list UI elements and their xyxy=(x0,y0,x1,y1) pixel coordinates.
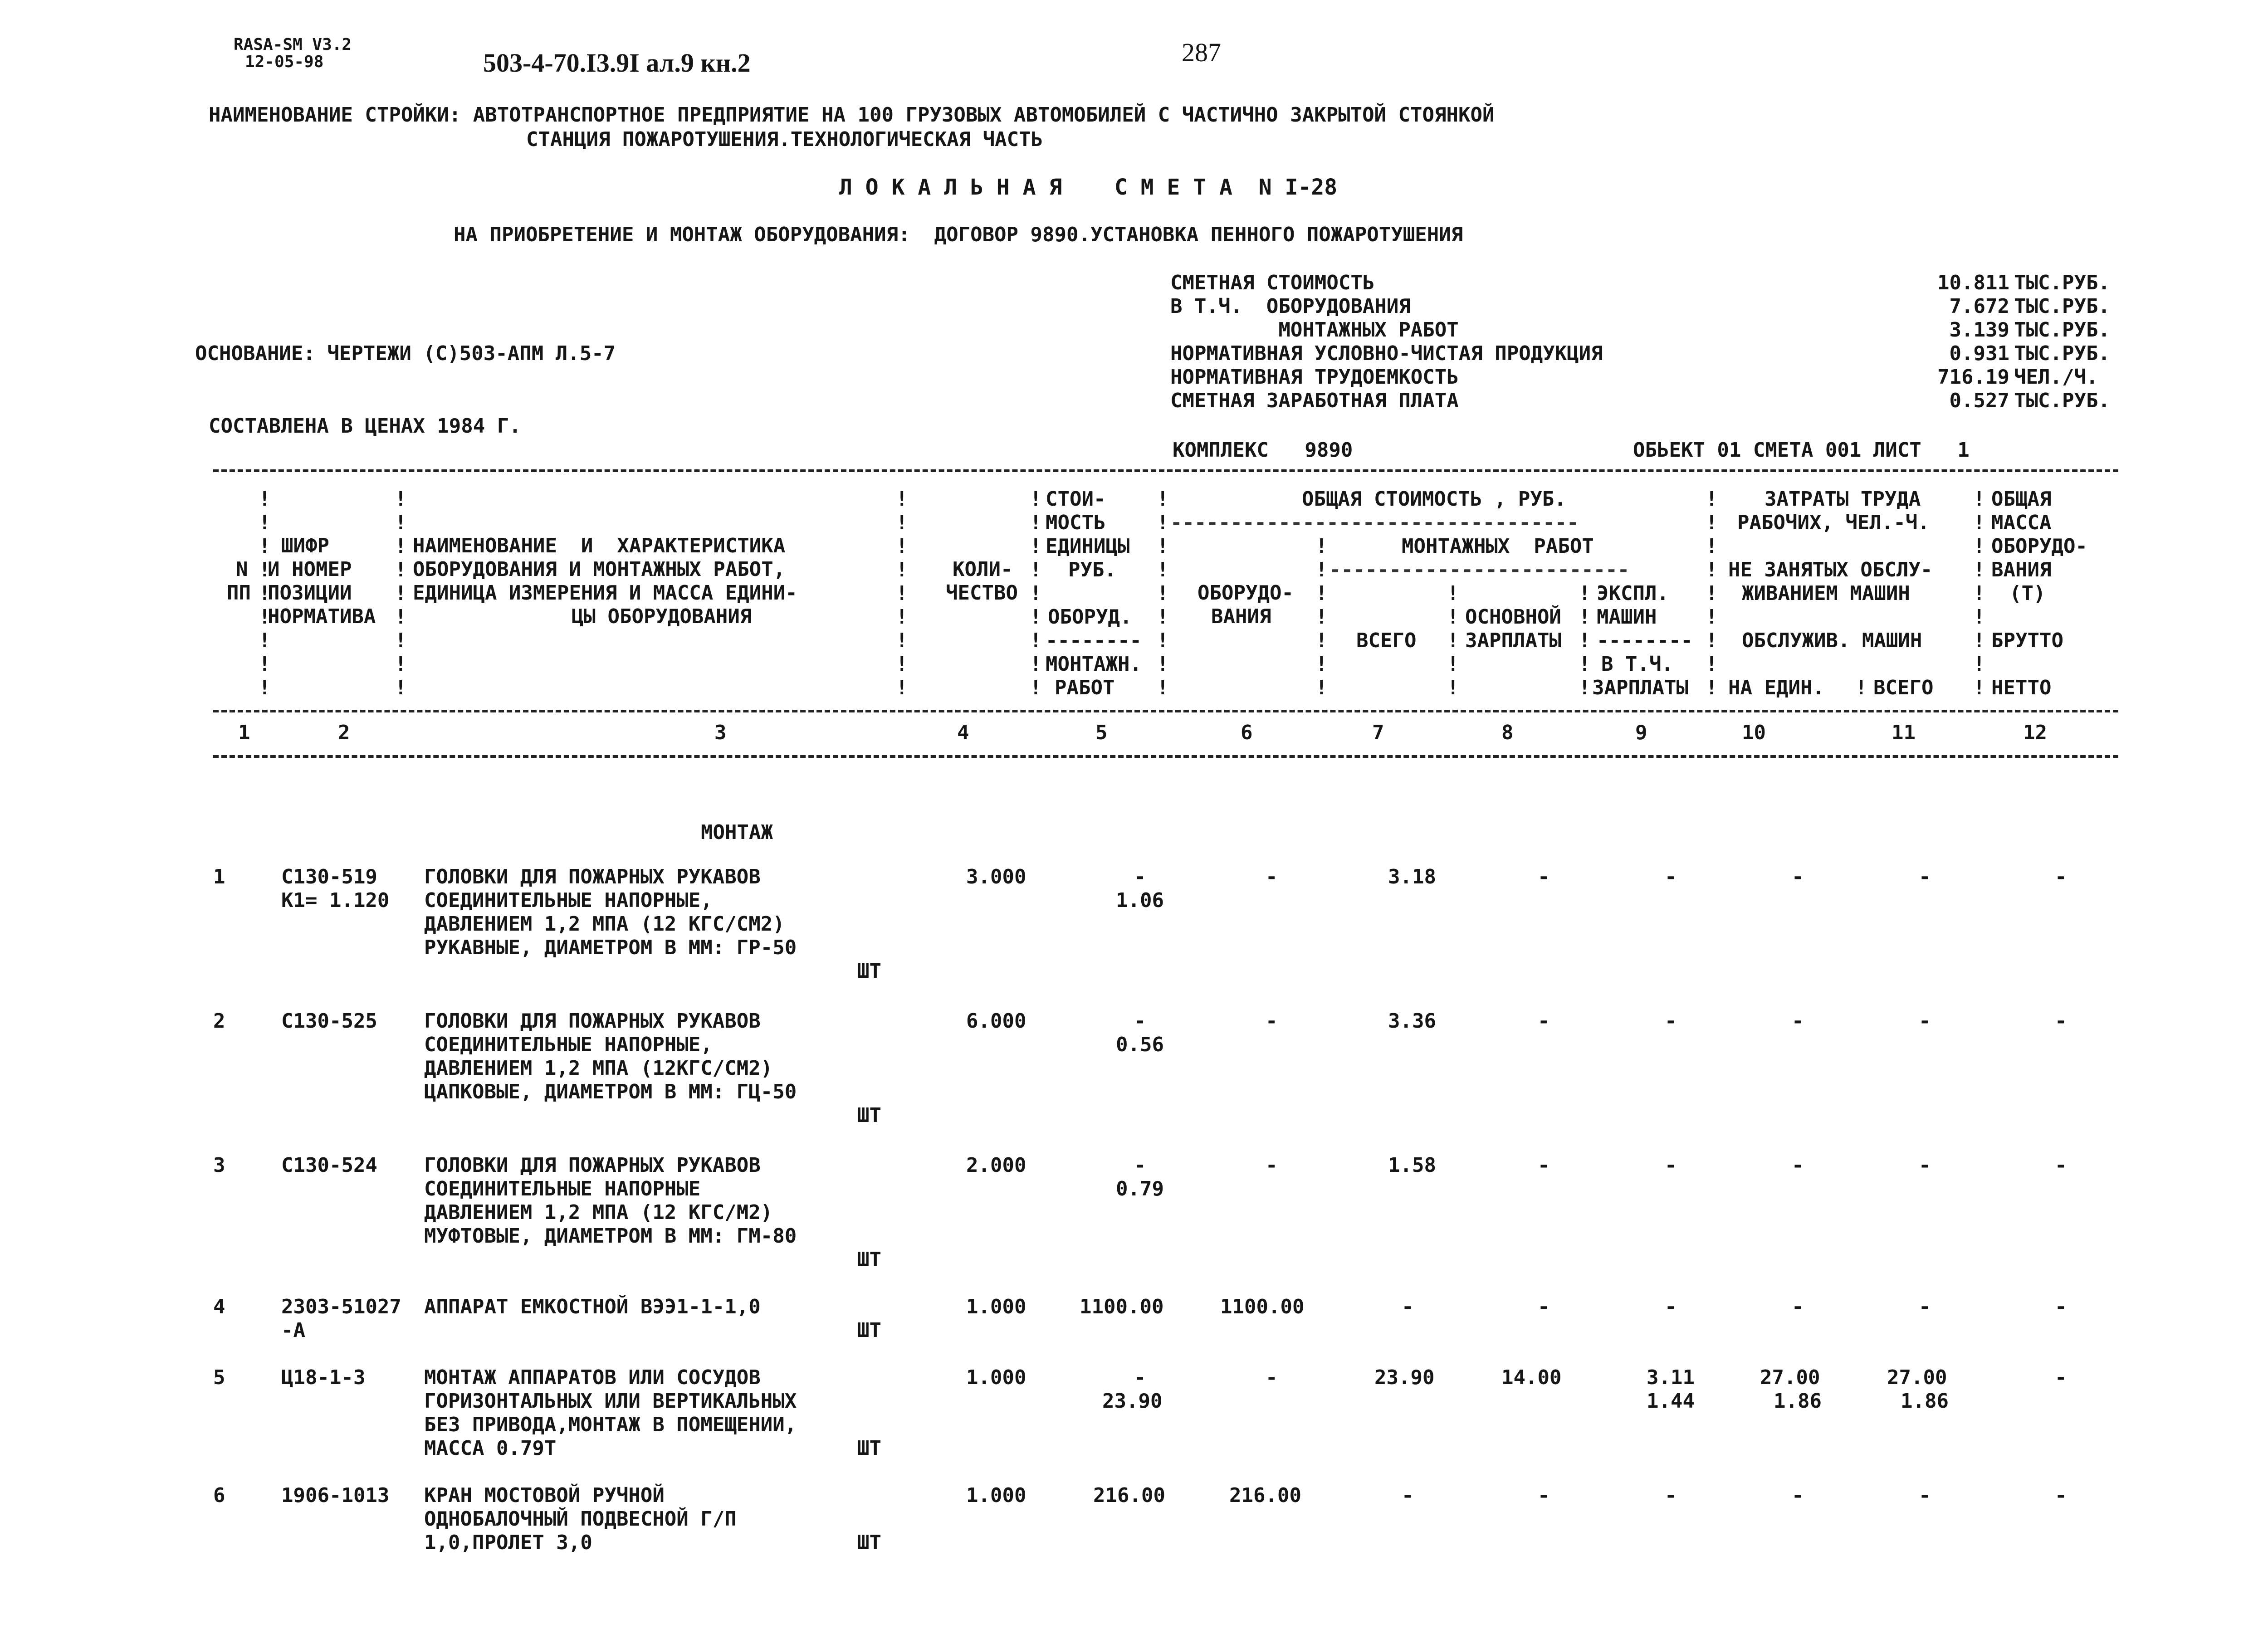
column-number: 11 xyxy=(1892,721,1916,744)
row-unit: ШТ xyxy=(857,1104,881,1127)
header-dashes: ------------------------- xyxy=(1329,558,1630,581)
row-number: 4 xyxy=(213,1295,225,1318)
row-labor-unit: - xyxy=(1792,1010,1804,1033)
row-unit-cost-mount: 0.56 xyxy=(1116,1033,1164,1056)
row-total-mount: 3.36 xyxy=(1388,1010,1436,1033)
basis-line: ОСНОВАНИЕ: ЧЕРТЕЖИ (С)503-АПМ Л.5-7 xyxy=(195,342,616,365)
col2-header-line: ШИФР xyxy=(281,534,329,557)
col12-header-line: ОБЩАЯ xyxy=(1991,488,2052,511)
row-unit-cost-equipment: - xyxy=(1134,1010,1146,1033)
row-mass: - xyxy=(2055,1295,2067,1318)
col1-header-line: N xyxy=(236,558,248,581)
row-total-mount: 23.90 xyxy=(1374,1366,1435,1389)
col9-header-line: ЭКСПЛ. xyxy=(1597,582,1669,605)
summary-label: НОРМАТИВНАЯ ТРУДОЕМКОСТЬ xyxy=(1170,366,1459,389)
column-separator: ! ! ! ! ! xyxy=(1447,582,1459,699)
row-labor-total: - xyxy=(1919,1010,1931,1033)
column-separator: ! ! ! ! ! ! ! ! ! xyxy=(259,488,271,699)
row-total-equipment: - xyxy=(1266,865,1278,888)
row-name-line: ГОЛОВКИ ДЛЯ ПОЖАРНЫХ РУКАВОВ xyxy=(424,865,761,888)
column-separator: ! ! ! ! ! ! ! ! ! xyxy=(1157,488,1169,699)
table-row xyxy=(213,1154,2118,1276)
row-labor-unit: - xyxy=(1792,1484,1804,1507)
summary-value: 0.527 xyxy=(1949,389,2009,412)
row-labor-total: 27.00 xyxy=(1887,1366,1947,1389)
column-numbers-row xyxy=(213,721,2118,748)
row-quantity: 1.000 xyxy=(966,1484,1026,1507)
row-quantity: 3.000 xyxy=(966,865,1026,888)
column-separator: ! ! ! ! ! ! ! ! ! xyxy=(395,488,407,699)
col5-header-line: -------- xyxy=(1046,629,1142,652)
column-number: 2 xyxy=(338,721,350,744)
column-separator: ! ! ! ! ! ! ! xyxy=(1315,535,1328,699)
row-unit-cost-equipment: - xyxy=(1134,1366,1146,1389)
row-labor-unit: 27.00 xyxy=(1760,1366,1820,1389)
row-name-line: МАССА 0.79Т xyxy=(424,1437,557,1460)
col12-header-line: МАССА xyxy=(1991,511,2052,534)
row-number: 1 xyxy=(213,865,225,888)
labor-sub-header: ЖИВАНИЕМ МАШИН xyxy=(1742,582,1910,605)
table-row xyxy=(213,1484,2118,1566)
col5-header-line: ЕДИНИЦЫ xyxy=(1046,535,1130,558)
row-name-line: ОДНОБАЛОЧНЫЙ ПОДВЕСНОЙ Г/П xyxy=(424,1507,737,1531)
row-total-mount: 1.58 xyxy=(1388,1154,1436,1177)
complex-label: КОМПЛЕКС 9890 xyxy=(1173,439,1353,462)
col9-header-line: В Т.Ч. xyxy=(1601,653,1673,676)
row-labor-total: - xyxy=(1919,865,1931,888)
row-unit-cost-mount: 1.06 xyxy=(1116,889,1164,912)
summary-label: НОРМАТИВНАЯ УСЛОВНО-ЧИСТАЯ ПРОДУКЦИЯ xyxy=(1170,342,1603,365)
row-total-equipment: - xyxy=(1266,1154,1278,1177)
col2-header-line: И НОМЕР xyxy=(268,558,352,581)
row-total-equipment: - xyxy=(1266,1010,1278,1033)
col5-header-line: МОНТАЖН. xyxy=(1046,653,1142,676)
column-separator: ! ! ! ! ! ! ! ! ! xyxy=(1030,488,1042,699)
row-mass: - xyxy=(2055,1484,2067,1507)
row-name-line: СОЕДИНИТЕЛЬНЫЕ НАПОРНЫЕ xyxy=(424,1177,701,1200)
column-separator: ! ! ! ! ! ! ! ! ! xyxy=(1706,488,1718,699)
column-separator: ! ! ! ! ! ! ! ! ! xyxy=(1973,488,1985,699)
col6-header-line: ВАНИЯ xyxy=(1211,605,1271,628)
summary-unit: ЧЕЛ./Ч. xyxy=(2014,366,2098,389)
row-code: С130-524 xyxy=(281,1154,377,1177)
row-total-equipment: - xyxy=(1266,1366,1278,1389)
summary-value: 716.19 xyxy=(1937,366,2009,389)
row-name-line: ГОРИЗОНТАЛЬНЫХ ИЛИ ВЕРТИКАЛЬНЫХ xyxy=(424,1390,797,1413)
column-number: 1 xyxy=(238,721,250,744)
col12-header-line: ОБОРУДО- xyxy=(1991,535,2087,558)
system-tag-line1: RASA-SM V3.2 xyxy=(234,35,352,54)
row-basic-salary: - xyxy=(1538,1295,1550,1318)
object-label: ОБЬЕКТ 01 СМЕТА 001 ЛИСТ 1 xyxy=(1633,439,1970,462)
col11-header: ВСЕГО xyxy=(1873,676,1934,699)
row-machine-ops: 3.11 xyxy=(1647,1366,1695,1389)
summary-label: СМЕТНАЯ СТОИМОСТЬ xyxy=(1170,271,1375,294)
summary-unit: ТЫС.РУБ. xyxy=(2014,389,2110,412)
row-number: 5 xyxy=(213,1366,225,1389)
row-machine-ops: - xyxy=(1665,1010,1677,1033)
row-name-line: СОЕДИНИТЕЛЬНЫЕ НАПОРНЫЕ, xyxy=(424,1033,713,1056)
col1-header-line: ПП xyxy=(227,581,251,605)
column-number: 6 xyxy=(1241,721,1253,744)
summary-unit: ТЫС.РУБ. xyxy=(2014,318,2110,341)
row-code: С130-519 xyxy=(281,865,377,888)
row-number: 3 xyxy=(213,1154,225,1177)
col8-header-line: ЗАРПЛАТЫ xyxy=(1465,629,1561,652)
system-tag-line2: 12-05-98 xyxy=(245,53,324,71)
document-code: 503-4-70.I3.9I ал.9 кн.2 xyxy=(483,48,751,78)
col12-header-line: БРУТТО xyxy=(1991,629,2063,652)
table-row xyxy=(213,865,2118,988)
labor-sub-header: ОБСЛУЖИВ. МАШИН xyxy=(1742,629,1922,652)
column-number: 12 xyxy=(2023,721,2047,744)
row-unit-cost-equipment: - xyxy=(1134,1154,1146,1177)
row-name-line: ГОЛОВКИ ДЛЯ ПОЖАРНЫХ РУКАВОВ xyxy=(424,1010,761,1033)
row-mass: - xyxy=(2055,1366,2067,1389)
labor-sub-header: НЕ ЗАНЯТЫХ ОБСЛУ- xyxy=(1728,558,1933,581)
row-name-line: ГОЛОВКИ ДЛЯ ПОЖАРНЫХ РУКАВОВ xyxy=(424,1154,761,1177)
row-code: К1= 1.120 xyxy=(281,889,390,912)
row-unit: ШТ xyxy=(857,1531,881,1554)
row-labor-total: - xyxy=(1919,1154,1931,1177)
col9-header-line: -------- xyxy=(1597,629,1693,652)
row-name-line: АППАРАТ ЕМКОСТНОЙ ВЭЭ1-1-1,0 xyxy=(424,1295,761,1318)
summary-value: 7.672 xyxy=(1949,295,2009,318)
row-machine-salary: 1.44 xyxy=(1647,1390,1695,1413)
col7-header: ВСЕГО xyxy=(1356,629,1417,652)
construction-name-line2: СТАНЦИЯ ПОЖАРОТУШЕНИЯ.ТЕХНОЛОГИЧЕСКАЯ ЧАСТЬ xyxy=(526,128,1043,151)
row-basic-salary: - xyxy=(1538,865,1550,888)
col3-header-line: НАИМЕНОВАНИЕ И ХАРАКТЕРИСТИКА xyxy=(413,534,786,557)
row-name-line: ДАВЛЕНИЕМ 1,2 МПА (12 КГС/М2) xyxy=(424,1201,773,1224)
row-quantity: 1.000 xyxy=(966,1366,1026,1389)
summary-block xyxy=(1170,270,2118,420)
table-row xyxy=(213,1010,2118,1132)
column-number: 9 xyxy=(1635,721,1647,744)
row-total-mount: - xyxy=(1402,1295,1414,1318)
table-top-rule xyxy=(213,469,2118,472)
group-total-header: ОБЩАЯ СТОИМОСТЬ , РУБ. xyxy=(1302,488,1566,511)
header-bottom-rule xyxy=(213,710,2118,712)
row-code: 1906-1013 xyxy=(281,1484,390,1507)
summary-value: 3.139 xyxy=(1949,318,2009,341)
group-mount-header: МОНТАЖНЫХ РАБОТ xyxy=(1402,535,1594,558)
col12-header-line: НЕТТО xyxy=(1991,676,2052,699)
summary-label: В Т.Ч. ОБОРУДОВАНИЯ xyxy=(1170,295,1411,318)
row-quantity: 2.000 xyxy=(966,1154,1026,1177)
row-name-line: ДАВЛЕНИЕМ 1,2 МПА (12 КГС/СМ2) xyxy=(424,912,785,936)
table-row xyxy=(213,1366,2118,1470)
row-unit: ШТ xyxy=(857,1319,881,1342)
row-quantity: 1.000 xyxy=(966,1295,1026,1318)
row-basic-salary: - xyxy=(1538,1154,1550,1177)
row-total-mount: 3.18 xyxy=(1388,865,1436,888)
row-labor-unit-machines: 1.86 xyxy=(1774,1390,1822,1413)
row-labor-unit: - xyxy=(1792,1295,1804,1318)
col3-header-line: ОБОРУДОВАНИЯ И МОНТАЖНЫХ РАБОТ, xyxy=(413,558,786,581)
row-mass: - xyxy=(2055,865,2067,888)
row-unit-cost-equipment: 216.00 xyxy=(1093,1484,1165,1507)
table-row xyxy=(213,1295,2118,1350)
table-body-rule xyxy=(213,755,2118,758)
col2-header-line: НОРМАТИВА xyxy=(268,605,376,628)
row-number: 6 xyxy=(213,1484,225,1507)
group-labor-header: ЗАТРАТЫ ТРУДА xyxy=(1765,488,1921,511)
page-number: 287 xyxy=(1182,38,1221,67)
row-unit: ШТ xyxy=(857,1437,881,1460)
row-code: Ц18-1-3 xyxy=(281,1366,366,1389)
row-labor-total-machines: 1.86 xyxy=(1901,1390,1949,1413)
row-total-equipment: 1100.00 xyxy=(1220,1295,1305,1318)
col3-header-line: ЦЫ ОБОРУДОВАНИЯ xyxy=(572,605,752,628)
row-name-line: ЦАПКОВЫЕ, ДИАМЕТРОМ В ММ: ГЦ-50 xyxy=(424,1080,797,1103)
column-separator: ! ! ! ! ! xyxy=(1579,582,1591,699)
col8-header-line: ОСНОВНОЙ xyxy=(1465,605,1561,629)
row-unit: ШТ xyxy=(857,1248,881,1271)
column-number: 7 xyxy=(1372,721,1384,744)
summary-value: 0.931 xyxy=(1949,342,2009,365)
row-machine-ops: - xyxy=(1665,1295,1677,1318)
col2-header-line: ПОЗИЦИИ xyxy=(268,581,352,605)
row-unit-cost-mount: 0.79 xyxy=(1116,1177,1164,1200)
summary-unit: ТЫС.РУБ. xyxy=(2014,271,2110,294)
row-number: 2 xyxy=(213,1010,225,1033)
row-basic-salary: - xyxy=(1538,1484,1550,1507)
column-number: 5 xyxy=(1095,721,1108,744)
row-name-line: 1,0,ПРОЛЕТ 3,0 xyxy=(424,1531,592,1554)
row-labor-total: - xyxy=(1919,1484,1931,1507)
summary-unit: ТЫС.РУБ. xyxy=(2014,342,2110,365)
col4-header-line: КОЛИ- xyxy=(953,558,1013,581)
row-basic-salary: 14.00 xyxy=(1501,1366,1562,1389)
row-code: С130-525 xyxy=(281,1010,377,1033)
group-labor-header: РАБОЧИХ, ЧЕЛ.-Ч. xyxy=(1737,511,1930,534)
col9-header-line: МАШИН xyxy=(1597,605,1657,629)
col3-header-line: ЕДИНИЦА ИЗМЕРЕНИЯ И МАССА ЕДИНИ- xyxy=(413,581,797,605)
col4-header-line: ЧЕСТВО xyxy=(946,581,1018,605)
summary-label: МОНТАЖНЫХ РАБОТ xyxy=(1170,318,1459,341)
row-machine-ops: - xyxy=(1665,865,1677,888)
row-name-line: СОЕДИНИТЕЛЬНЫЕ НАПОРНЫЕ, xyxy=(424,889,713,912)
col5-header-line: МОСТЬ xyxy=(1046,511,1106,534)
row-name-line: КРАН МОСТОВОЙ РУЧНОЙ xyxy=(424,1484,665,1507)
col6-header-line: ОБОРУДО- xyxy=(1198,581,1294,605)
row-mass: - xyxy=(2055,1010,2067,1033)
row-code: 2303-51027 xyxy=(281,1295,401,1318)
column-number: 3 xyxy=(714,721,727,744)
row-unit: ШТ xyxy=(857,960,881,983)
summary-unit: ТЫС.РУБ. xyxy=(2014,295,2110,318)
row-labor-unit: - xyxy=(1792,1154,1804,1177)
header-dashes: ---------------------------------- xyxy=(1170,511,1579,534)
row-mass: - xyxy=(2055,1154,2067,1177)
col5-header-line: ОБОРУД. xyxy=(1048,605,1132,629)
col12-header-line: ВАНИЯ xyxy=(1991,558,2052,581)
col5-header-line: СТОИ- xyxy=(1046,488,1106,511)
row-quantity: 6.000 xyxy=(966,1010,1026,1033)
section-title: МОНТАЖ xyxy=(701,821,773,844)
row-name-line: ДАВЛЕНИЕМ 1,2 МПА (12КГС/СМ2) xyxy=(424,1057,773,1080)
column-number: 10 xyxy=(1742,721,1766,744)
col9-header-line: ЗАРПЛАТЫ xyxy=(1592,676,1688,699)
row-name-line: МОНТАЖ АППАРАТОВ ИЛИ СОСУДОВ xyxy=(424,1366,761,1389)
summary-label: СМЕТНАЯ ЗАРАБОТНАЯ ПЛАТА xyxy=(1170,389,1459,412)
col5-header-line: РАБОТ xyxy=(1055,676,1115,699)
col10-header: НА ЕДИН. xyxy=(1728,676,1824,699)
row-unit-cost-equipment: - xyxy=(1134,865,1146,888)
row-name-line: МУФТОВЫЕ, ДИАМЕТРОМ В ММ: ГМ-80 xyxy=(424,1224,797,1248)
construction-name-line1: НАИМЕНОВАНИЕ СТРОЙКИ: АВТОТРАНСПОРТНОЕ ПРЕДПРИЯТИЕ НА 100 ГРУЗОВЫХ АВТОМОБИЛЕЙ С ЧАСТИЧНО ЗАКРЫТОЙ СТОЯНКОЙ xyxy=(209,103,1495,127)
row-labor-unit: - xyxy=(1792,865,1804,888)
table-header xyxy=(213,474,2118,710)
row-name-line: БЕЗ ПРИВОДА,МОНТАЖ В ПОМЕЩЕНИИ, xyxy=(424,1413,797,1436)
row-code: -А xyxy=(281,1319,305,1342)
prices-line: СОСТАВЛЕНА В ЦЕНАХ 1984 Г. xyxy=(209,415,521,438)
row-total-equipment: 216.00 xyxy=(1229,1484,1301,1507)
column-number: 4 xyxy=(957,721,969,744)
row-machine-ops: - xyxy=(1665,1484,1677,1507)
row-total-mount: - xyxy=(1402,1484,1414,1507)
row-labor-total: - xyxy=(1919,1295,1931,1318)
row-basic-salary: - xyxy=(1538,1010,1550,1033)
summary-value: 10.811 xyxy=(1937,271,2009,294)
column-separator: ! xyxy=(1855,676,1867,699)
column-separator: ! ! ! ! ! ! ! ! ! xyxy=(896,488,908,699)
estimate-title: Л О К А Л Ь Н А Я С М Е Т А N I-28 xyxy=(839,175,1338,200)
row-machine-ops: - xyxy=(1665,1154,1677,1177)
column-number: 8 xyxy=(1501,721,1514,744)
col5-header-line: РУБ. xyxy=(1068,558,1116,581)
row-unit-cost-equipment: 1100.00 xyxy=(1080,1295,1164,1318)
col12-header-line: (Т) xyxy=(2009,582,2046,605)
row-unit-cost-mount: 23.90 xyxy=(1102,1390,1163,1413)
row-name-line: РУКАВНЫЕ, ДИАМЕТРОМ В ММ: ГР-50 xyxy=(424,936,797,959)
estimate-subtitle: НА ПРИОБРЕТЕНИЕ И МОНТАЖ ОБОРУДОВАНИЯ: ДОГОВОР 9890.УСТАНОВКА ПЕННОГО ПОЖАРОТУШЕНИЯ xyxy=(454,223,1463,246)
